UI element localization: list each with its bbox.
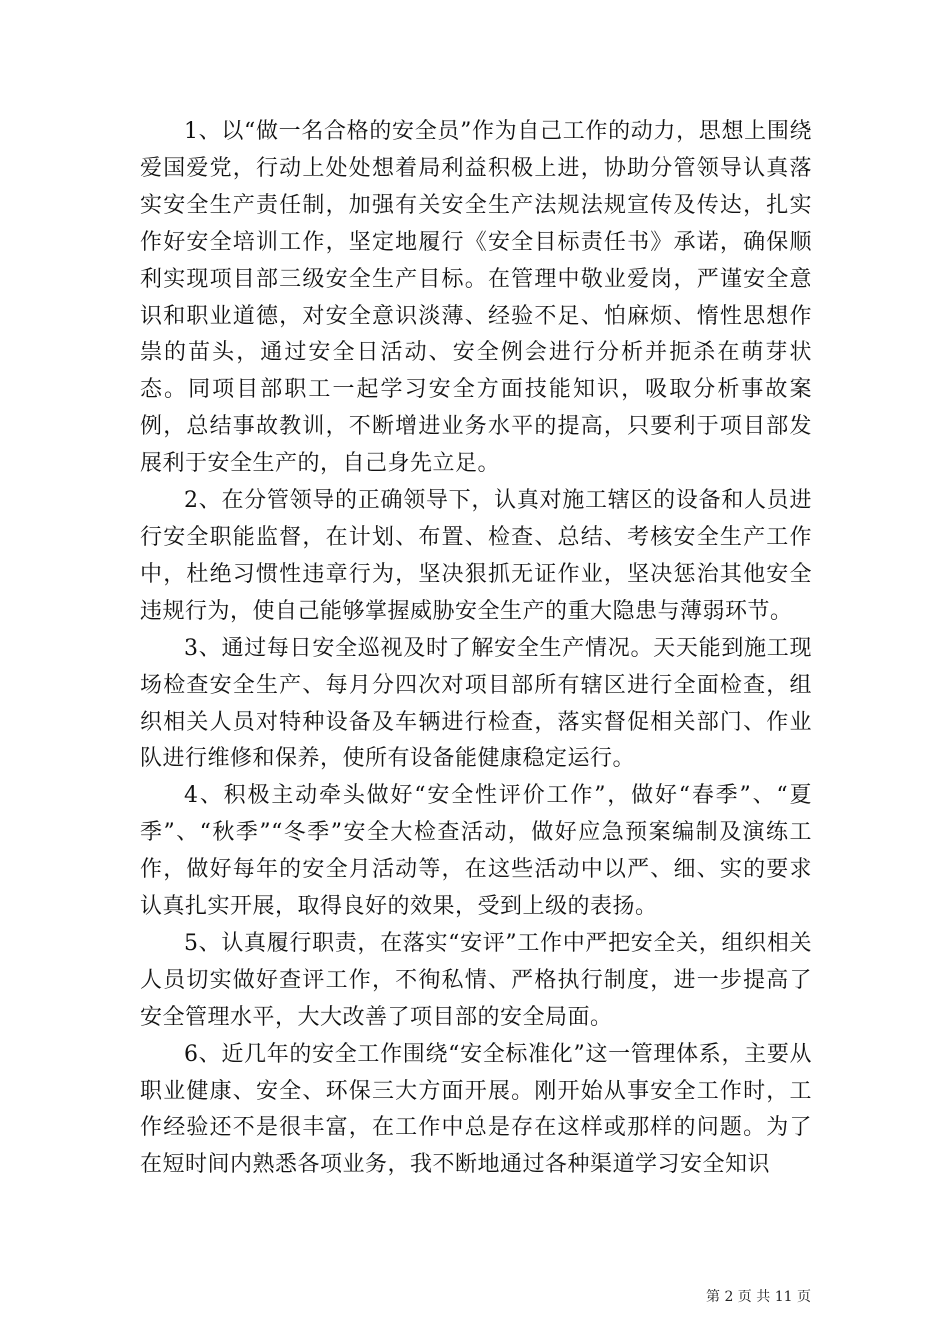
paragraph-6: 6、近几年的安全工作围绕“安全标准化”这一管理体系，主要从职业健康、安全、环保三大方面开展。刚开始从事安全工作时，工作经验还不是很丰富，在工作中总是存在这样或那样的问题。为了在短时间内熟悉各项业务，我不断地通过各种渠道学习安全知识	[140, 1041, 812, 1178]
paragraph-4: 4、积极主动牵头做好“安全性评价工作”，做好“春季”、“夏季”、“秋季”“冬季”安全大检查活动，做好应急预案编制及演练工作，做好每年的安全月活动等，在这些活动中以严、细、实的要求认真扎实开展，取得良好的效果，受到上级的表扬。	[140, 783, 812, 920]
paragraph-2: 2、在分管领导的正确领导下，认真对施工辖区的设备和人员进行安全职能监督，在计划、布置、检查、总结、考核安全生产工作中，杜绝习惯性违章行为，坚决狠抓无证作业，坚决惩治其他安全违规行为，使自己能够掌握威胁安全生产的重大隐患与薄弱环节。	[140, 488, 812, 624]
page-number-footer: 第 2 页 共 11 页	[706, 1289, 811, 1305]
paragraph-5: 5、认真履行职责，在落实“安评”工作中严把安全关，组织相关人员切实做好查评工作，不徇私情、严格执行制度，进一步提高了安全管理水平，大大改善了项目部的安全局面。	[140, 930, 812, 1030]
paragraph-3: 3、通过每日安全巡视及时了解安全生产情况。天天能到施工现场检查安全生产、每月分四次对项目部所有辖区进行全面检查，组织相关人员对特种设备及车辆进行检查，落实督促相关部门、作业队进行维修和保养，使所有设备能健康稳定运行。	[140, 635, 812, 772]
document-body	[140, 114, 812, 1184]
paragraph-1: 1、以“做一名合格的安全员”作为自己工作的动力，思想上围绕爱国爱党，行动上处处想着局利益积极上进，协助分管领导认真落实安全生产责任制，加强有关安全生产法规法规宣传及传达，扎实作好安全培训工作，坚定地履行《安全目标责任书》承诺，确保顺利实现项目部三级安全生产目标。在管理中敬业爱岗，严谨安全意识和职业道德，对安全意识淡薄、经验不足、怕麻烦、惰性思想作祟的苗头，通过安全日活动、安全例会进行分析并扼杀在萌芽状态。同项目部职工一起学习安全方面技能知识，吸取分析事故案例，总结事故教训，不断增进业务水平的提高，只要利于项目部发展利于安全生产的，自己身先立足。	[140, 119, 812, 477]
